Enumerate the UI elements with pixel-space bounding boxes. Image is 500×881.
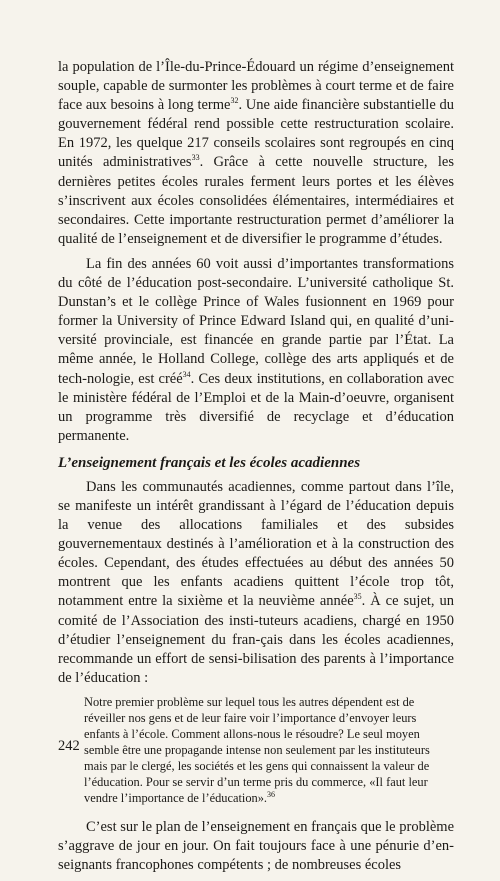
paragraph-text: Dans les communautés acadiennes, comme partout dans l’île, se manifeste un intérêt grandissant à l’égard de l’éducation depuis la venue des allocations familiales et des subsides gouvernementaux destinés à l’amélioration et à la construction des écoles. Cependant, des études effectuées au début des années 50 montrent que les enfants acadiens quittent l’école trop tôt, notamment entre la sixième et la neuvième année <box>58 478 454 610</box>
paragraph <box>58 58 454 249</box>
paragraph-text: la population de l’Île-du-Prince-Édouard un régime d’enseignement souple, capable de surmonter les problèmes à court terme et de faire face aux besoins à long terme <box>58 59 454 114</box>
footnote-ref[interactable]: 35 <box>353 592 362 602</box>
quote-text: Notre premier problème sur lequel tous les autres dépendent est de réveiller nos gens et de leur faire voir l’importance d’envoyer leurs enfants à l’école. Comment allons-nous le résoudre? Le seul moyen semble être une propagande intense non seulement par les instituteurs mais par le clergé, les sociétés et les gens qui connaissent la valeur de l’éducation. Pour se servir d’un terme pris du commerce, «Il faut leur vendre l’importance de l’éducation». <box>84 694 430 805</box>
footnote-ref[interactable]: 36 <box>267 789 276 799</box>
paragraph-text: . Ces deux institutions, en collaboration avec le ministère fédéral de l’Emploi et de la Main-d’oeuvre, organisent un programme très diversifié de recyclage et d’éducation permanente. <box>58 370 454 444</box>
section-heading: L’enseignement français et les écoles acadiennes <box>58 454 361 471</box>
paragraph-text: . À ce sujet, un comité de l’Association des insti-tuteurs acadiens, chargé en 1950 d’étudier l’enseignement du fran-çais dans les écoles acadiennes, recommande un effort de sensi-bilisation des parents à l’importance de l’éducation : <box>58 593 454 686</box>
paragraph-text: . Grâce à cette nouvelle structure, les dernières petites écoles rurales ferment leurs portes et les élèves s’inscrivent aux écoles consolidées élémentaires, intermédiaires et secondaires. Cette importante restructuration permet d’améliorer la qualité de l’enseignement et de diversifier le programme d’études. <box>58 154 454 247</box>
paragraph-text: La fin des années 60 voit aussi d’importantes transformations du côté de l’éducation post-secondaire. L’université catholique St. Dunstan’s et le collège Prince of Wales fusionnent en 1969 pour former la University of Prince Edward Island qui, en qualité d’uni-versité provinciale, est financée en grande partie par l’État. La même année, le Holland College, collège des arts appliqués et de tech-nologie, est créé <box>58 255 454 387</box>
paragraph <box>58 478 454 688</box>
footnote-ref[interactable]: 34 <box>182 369 191 379</box>
text-block <box>58 58 454 881</box>
paragraph <box>58 818 454 875</box>
footnote-ref[interactable]: 33 <box>191 153 200 163</box>
paragraph-text: . Une aide financière substantielle du gouvernement fédéral rend possible cette restructuration scolaire. En 1972, les quelque 217 conseils scolaires sont regroupés en cinq unités administratives <box>58 97 454 171</box>
paragraph <box>58 255 454 446</box>
block-quote <box>84 694 454 806</box>
footnote-ref[interactable]: 32 <box>230 96 239 106</box>
paragraph-text: C’est sur le plan de l’enseignement en français que le problème s’aggrave de jour en jour. On fait toujours face à une pénurie d’en-seignants francophones compétents ; de nombreuses écoles <box>58 818 455 874</box>
page-number: 242 <box>58 738 80 754</box>
